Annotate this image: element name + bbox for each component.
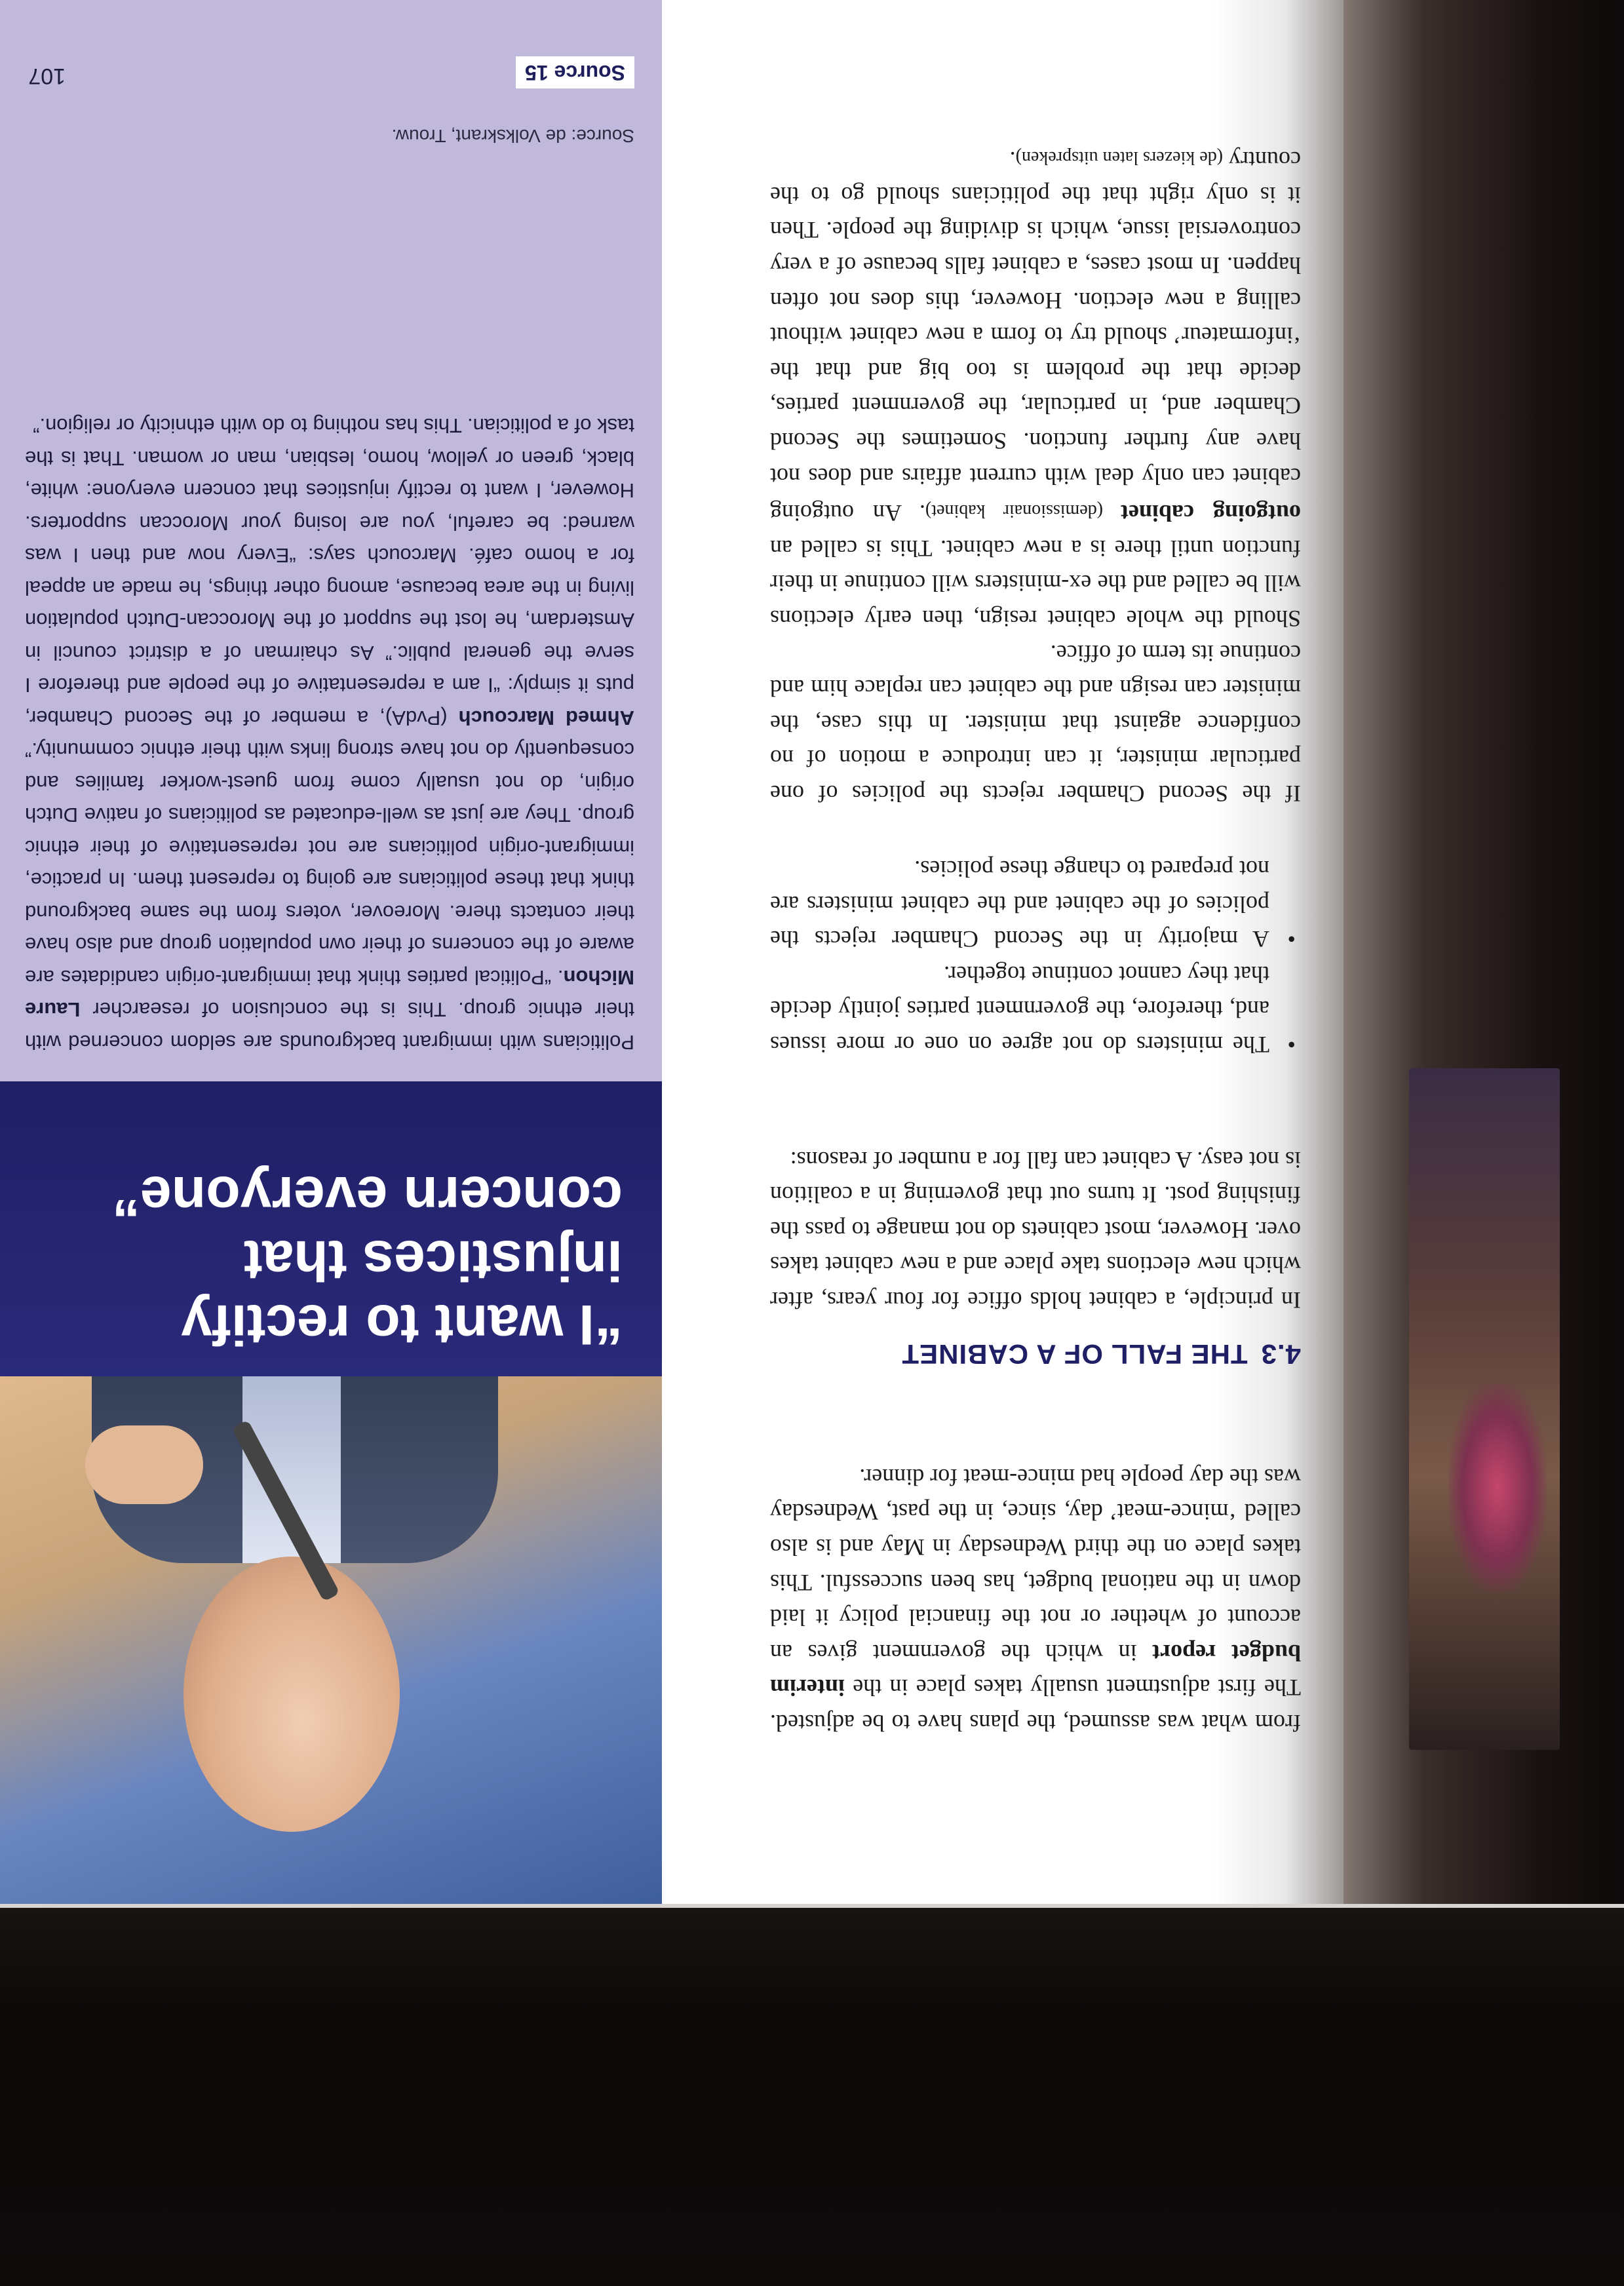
paragraph-budget: from what was assumed, the plans have to be adjusted. The first adjustment usually takes place in the interim budget report in which the government gives an account of whether or not the financial policy it laid down in the national budget, has been successful. This takes place on the third Wednesday in May and is also called ‘mince-meat’ day, since, in the past, Wednesday was the day people had mince-meat for dinner. [770, 1463, 1301, 1736]
list-item: • A majority in the Second Chamber rejects the policies of the cabinet and the cabinet ministers are not prepared to change these policies. [770, 851, 1301, 956]
name-ahmed-marcouch: Ahmed Marcouch [458, 707, 634, 729]
paragraph-no-confidence: If the Second Chamber rejects the policies of one particular minister, it can introduce a motion of no confidence against that minister. In this case, the minister can resign and the cabinet can replace him and continue its term of office. [770, 640, 1301, 807]
page-number: 107 [28, 64, 66, 88]
quote-banner [0, 1081, 662, 1376]
name-laure-michon: Laure Michon [25, 966, 634, 1022]
source-citation: Source: de Volkskrant, Trouw. [391, 126, 634, 146]
section-title: THE FALL OF A CABINET [901, 1339, 1248, 1370]
source-sidebar [0, 0, 662, 1904]
paragraph-outgoing-cabinet: Should the whole cabinet resign, then early elections will be called and the ex-ministers will continue in their function until there is a new cabinet. This is called an outgoing cabinet (demissionair kabinet). An outgoing cabinet can only deal with current affairs and does not have any further function. Sometimes the Second Chamber and, in particular, the government parties, decide that the problem is too big and that the ‘informateur’ should try to form a new cabinet without calling a new election. However, this does not often happen. In most cases, a cabinet falls because of a very controversial issue, which is dividing the people. Then it is only right that the politicians should go to the country (de kiezers laten uitspreken). [770, 147, 1301, 632]
scanner-background-bottom [0, 1904, 1624, 2286]
main-text-column [701, 0, 1301, 1904]
sidebar-article [0, 410, 662, 1058]
reasons-list [770, 851, 1301, 1062]
term-interim-budget-report: interim budget report [770, 1639, 1301, 1701]
source-badge: Source 15 [516, 56, 634, 88]
term-outgoing-cabinet: outgoing cabinet [1121, 500, 1301, 527]
page-edge [0, 1904, 1624, 1908]
politician-photo [0, 1376, 662, 1904]
section-number: 4.3 [1260, 1339, 1301, 1370]
section-heading [770, 1336, 1301, 1372]
list-item: • The ministers do not agree on one or more issues and, therefore, the government parties jointly decide that they cannot continue together. [770, 956, 1301, 1062]
adjacent-page-photo [1409, 1068, 1560, 1750]
sidebar-title: “I want to rectify injustices that concern everyone” [111, 1165, 623, 1356]
sidebar-paragraph: Politicians with immigrant backgrounds are seldom concerned with their ethnic group. This is the conclusion of researcher Laure Michon. “Political parties think that immigrant-origin candidates are aware of the concerns of their own population group and also have their contacts there. Moreover, voters from the same background think that these politicians are going to represent them. In practice, immigrant-origin politicians are not representative of their ethnic group. They are just as well-educated as politicians of native Dutch origin, do not usually come from guest-worker families and consequently do not have strong links with their ethnic community.” Ahmed Marcouch (PvdA), a member of the Second Chamber, puts it simply: “I am a representative of the people and therefore I serve the general public.” As chairman of a district council in Amsterdam, he lost the support of the Moroccan-Dutch population living in the area because, among other things, he made an appeal for a homo café. Marcouch says: “Every now and then I was warned: be careful, you are losing your Moroccan supporters. However, I want to rectify injustices that concern everyone: white, black, green or yellow, homo, lesbian, man or woman. That is the task of a politician. This has nothing to do with ethnicity or religion.” [25, 414, 634, 1054]
paragraph-principle: In principle, a cabinet holds office for four years, after which new elections take place and a new cabinet takes over. However, most cabinets do not manage to pass the finishing post. It turns out that governing in a coalition is not easy. A cabinet can fall for a number of reasons: [770, 1146, 1301, 1313]
